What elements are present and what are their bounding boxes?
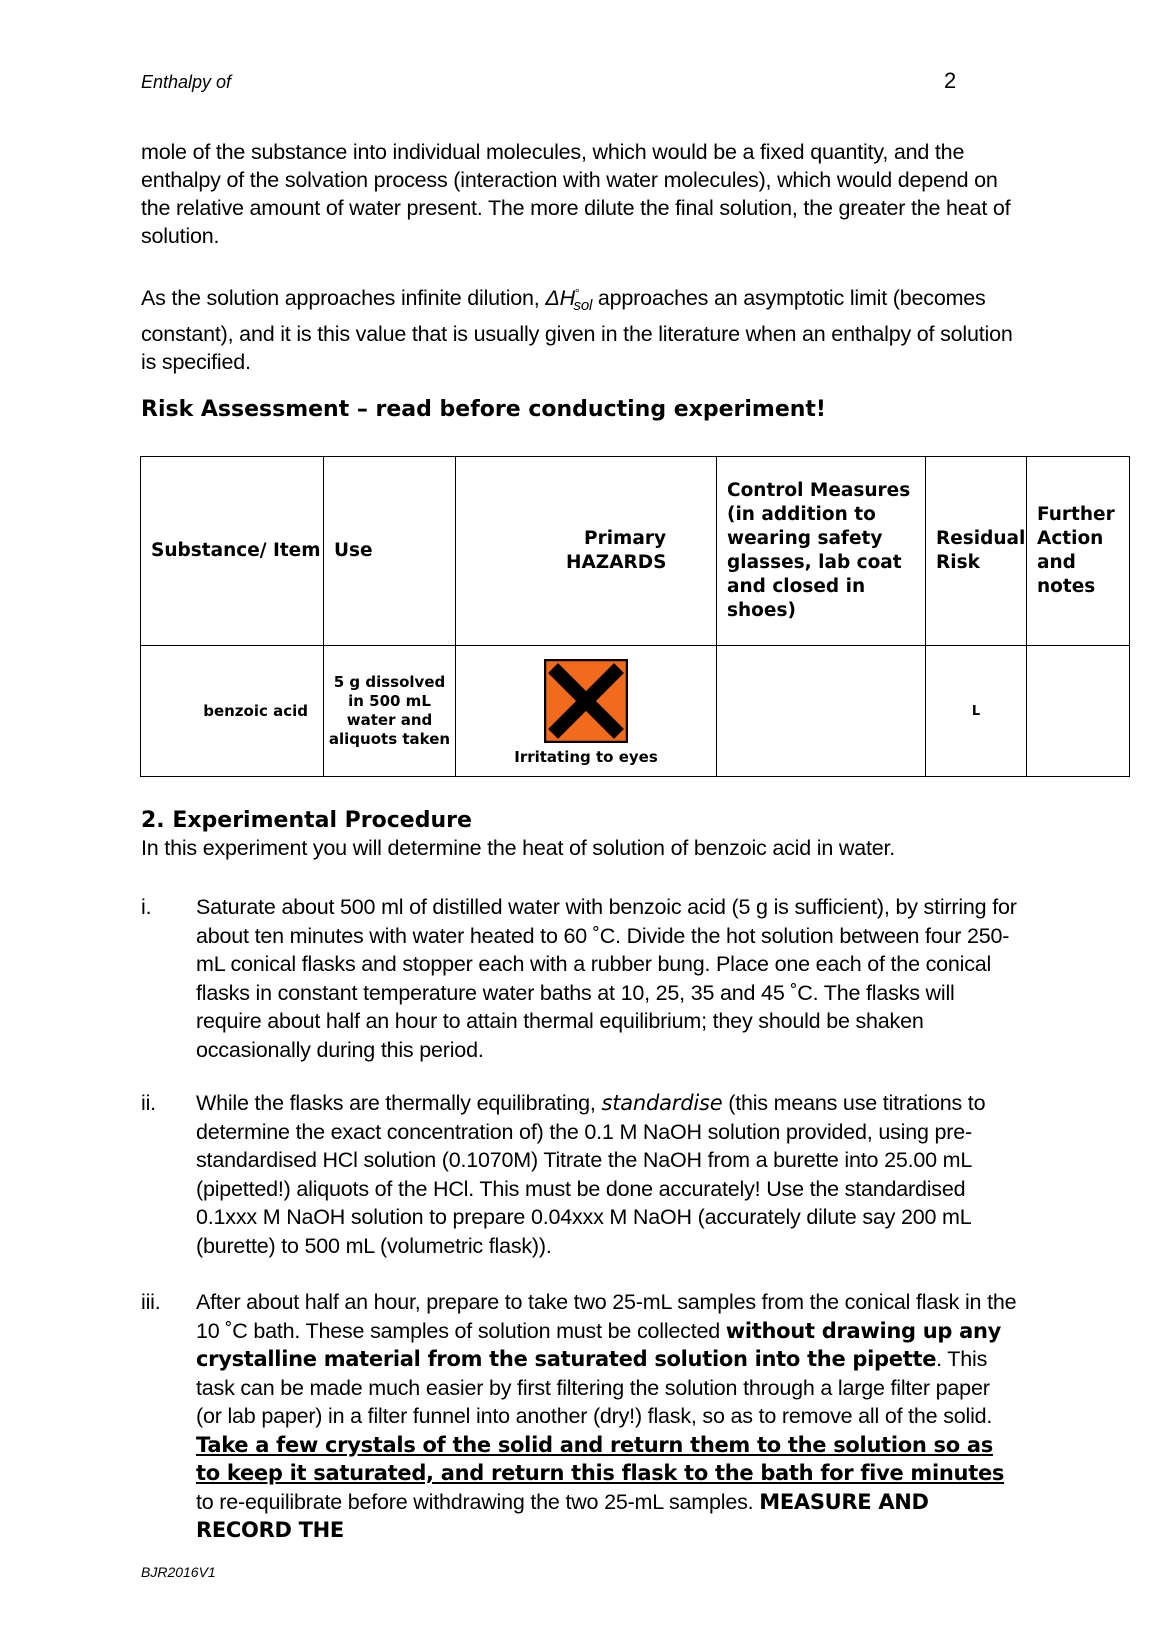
degree-superscript: ° <box>574 286 580 300</box>
step-text: Saturate about 500 ml of distilled water with benzoic acid (5 g is sufficient), by stirring for about ten minutes with water heated to 60 ˚C. Divide the hot solution between four 250-mL conical flasks and stopper each with a rubber bung. Place one each of the conical flasks in constant temperature water baths at 10, 25, 35 and 45 ˚C. The flasks will require about half an hour to attain thermal equilibrium; they should be shaken occasionally during this period. <box>196 895 1017 1062</box>
table-row <box>141 646 1130 777</box>
procedure-step-3 <box>141 1288 1021 1545</box>
cell-substance: benzoic acid <box>141 646 324 777</box>
procedure-heading: 2. Experimental Procedure <box>141 808 472 833</box>
running-header-title: Enthalpy of <box>141 72 232 92</box>
irritant-x-icon <box>544 659 628 743</box>
step-text-part: to re-equilibrate before withdrawing the two 25-mL samples. <box>196 1489 760 1514</box>
step-number: ii. <box>141 1091 156 1115</box>
column-header-use: Use <box>324 457 456 646</box>
footer-version: BJR2016V1 <box>141 1564 216 1580</box>
risk-assessment-heading: Risk Assessment – read before conducting experiment! <box>141 397 826 422</box>
step-text <box>196 1089 1021 1260</box>
paragraph-infinite-dilution <box>141 279 1021 376</box>
sol-subscript: sol <box>573 297 593 315</box>
delta-h-symbol: ΔH <box>545 286 575 311</box>
step-text-part: (this means use titrations to determine the exact concentration of) the 0.1 M NaOH solution provided, using pre- standardised HCl solution (0.1070M) Titrate the NaOH from a burette into 25.00 mL (pipetted!) aliquots of the HCl. This must be done accurately! Use the standardised 0.1xxx M NaOH solution to prepare 0.04xxx M NaOH (accurately dilute say 200 mL (burette) to 500 mL (volumetric flask)). <box>196 1091 986 1258</box>
cell-control-measures <box>717 646 926 777</box>
step-text-part: While the flasks are thermally equilibrating, <box>196 1091 602 1115</box>
procedure-step-1 <box>141 893 1021 1064</box>
bold-measure-record: MEASURE AND RECORD THE <box>196 1489 929 1542</box>
column-header-hazards: Primary HAZARDS <box>456 457 717 646</box>
column-header-further-action: Further Action and notes <box>1027 457 1130 646</box>
step-number: i. <box>141 895 152 919</box>
paragraph-solvation: mole of the substance into individual molecules, which would be a fixed quantity, and the enthalpy of the solvation process (interaction with water molecules), which would depend on the relative amount of water present. The more dilute the final solution, the greater the heat of solution. <box>141 140 1011 248</box>
column-header-substance: Substance/ Item <box>141 457 324 646</box>
paragraph-text: approaches an asymptotic limit (becomes constant), and it is this value that is usually given in the literature when an enthalpy of solution is specified. <box>141 286 1013 375</box>
table-header-row <box>141 457 1130 646</box>
procedure-step-2 <box>141 1089 1021 1260</box>
cell-residual-risk: L <box>926 646 1027 777</box>
cell-hazard <box>456 646 717 777</box>
step-text-part: After about half an hour, prepare to take two 25-mL samples from the conical flask in the 10 ˚C bath. These samples of solution must be collected <box>196 1290 1017 1343</box>
hazard-label: Irritating to eyes <box>514 748 658 766</box>
step-text <box>196 1288 1021 1545</box>
risk-assessment-table <box>140 456 1130 777</box>
procedure-intro: In this experiment you will determine the heat of solution of benzoic acid in water. <box>141 836 896 860</box>
column-header-control-measures: Control Measures (in addition to wearing safety glasses, lab coat and closed in shoes) <box>717 457 926 646</box>
step-text-part: . This task can be made much easier by first filtering the solution through a large filter paper (or lab paper) in a filter funnel into another (dry!) flask, so as to remove all of the solid. <box>196 1347 993 1428</box>
bold-warning: without drawing up any crystalline material from the saturated solution into the pipette <box>196 1318 1002 1371</box>
column-header-residual-risk: Residual Risk <box>926 457 1027 646</box>
paragraph-text: As the solution approaches infinite dilution, <box>141 286 546 311</box>
emphasis-standardise: standardise <box>601 1091 723 1115</box>
cell-use: 5 g dissolved in 500 mL water and aliquots taken <box>324 646 456 777</box>
bold-underlined-instruction: Take a few crystals of the solid and return them to the solution so as to keep it saturated, and return this flask to the bath for five minutes <box>196 1432 1005 1485</box>
page-number: 2 <box>944 68 957 93</box>
cell-further-action <box>1027 646 1130 777</box>
step-number: iii. <box>141 1290 161 1314</box>
